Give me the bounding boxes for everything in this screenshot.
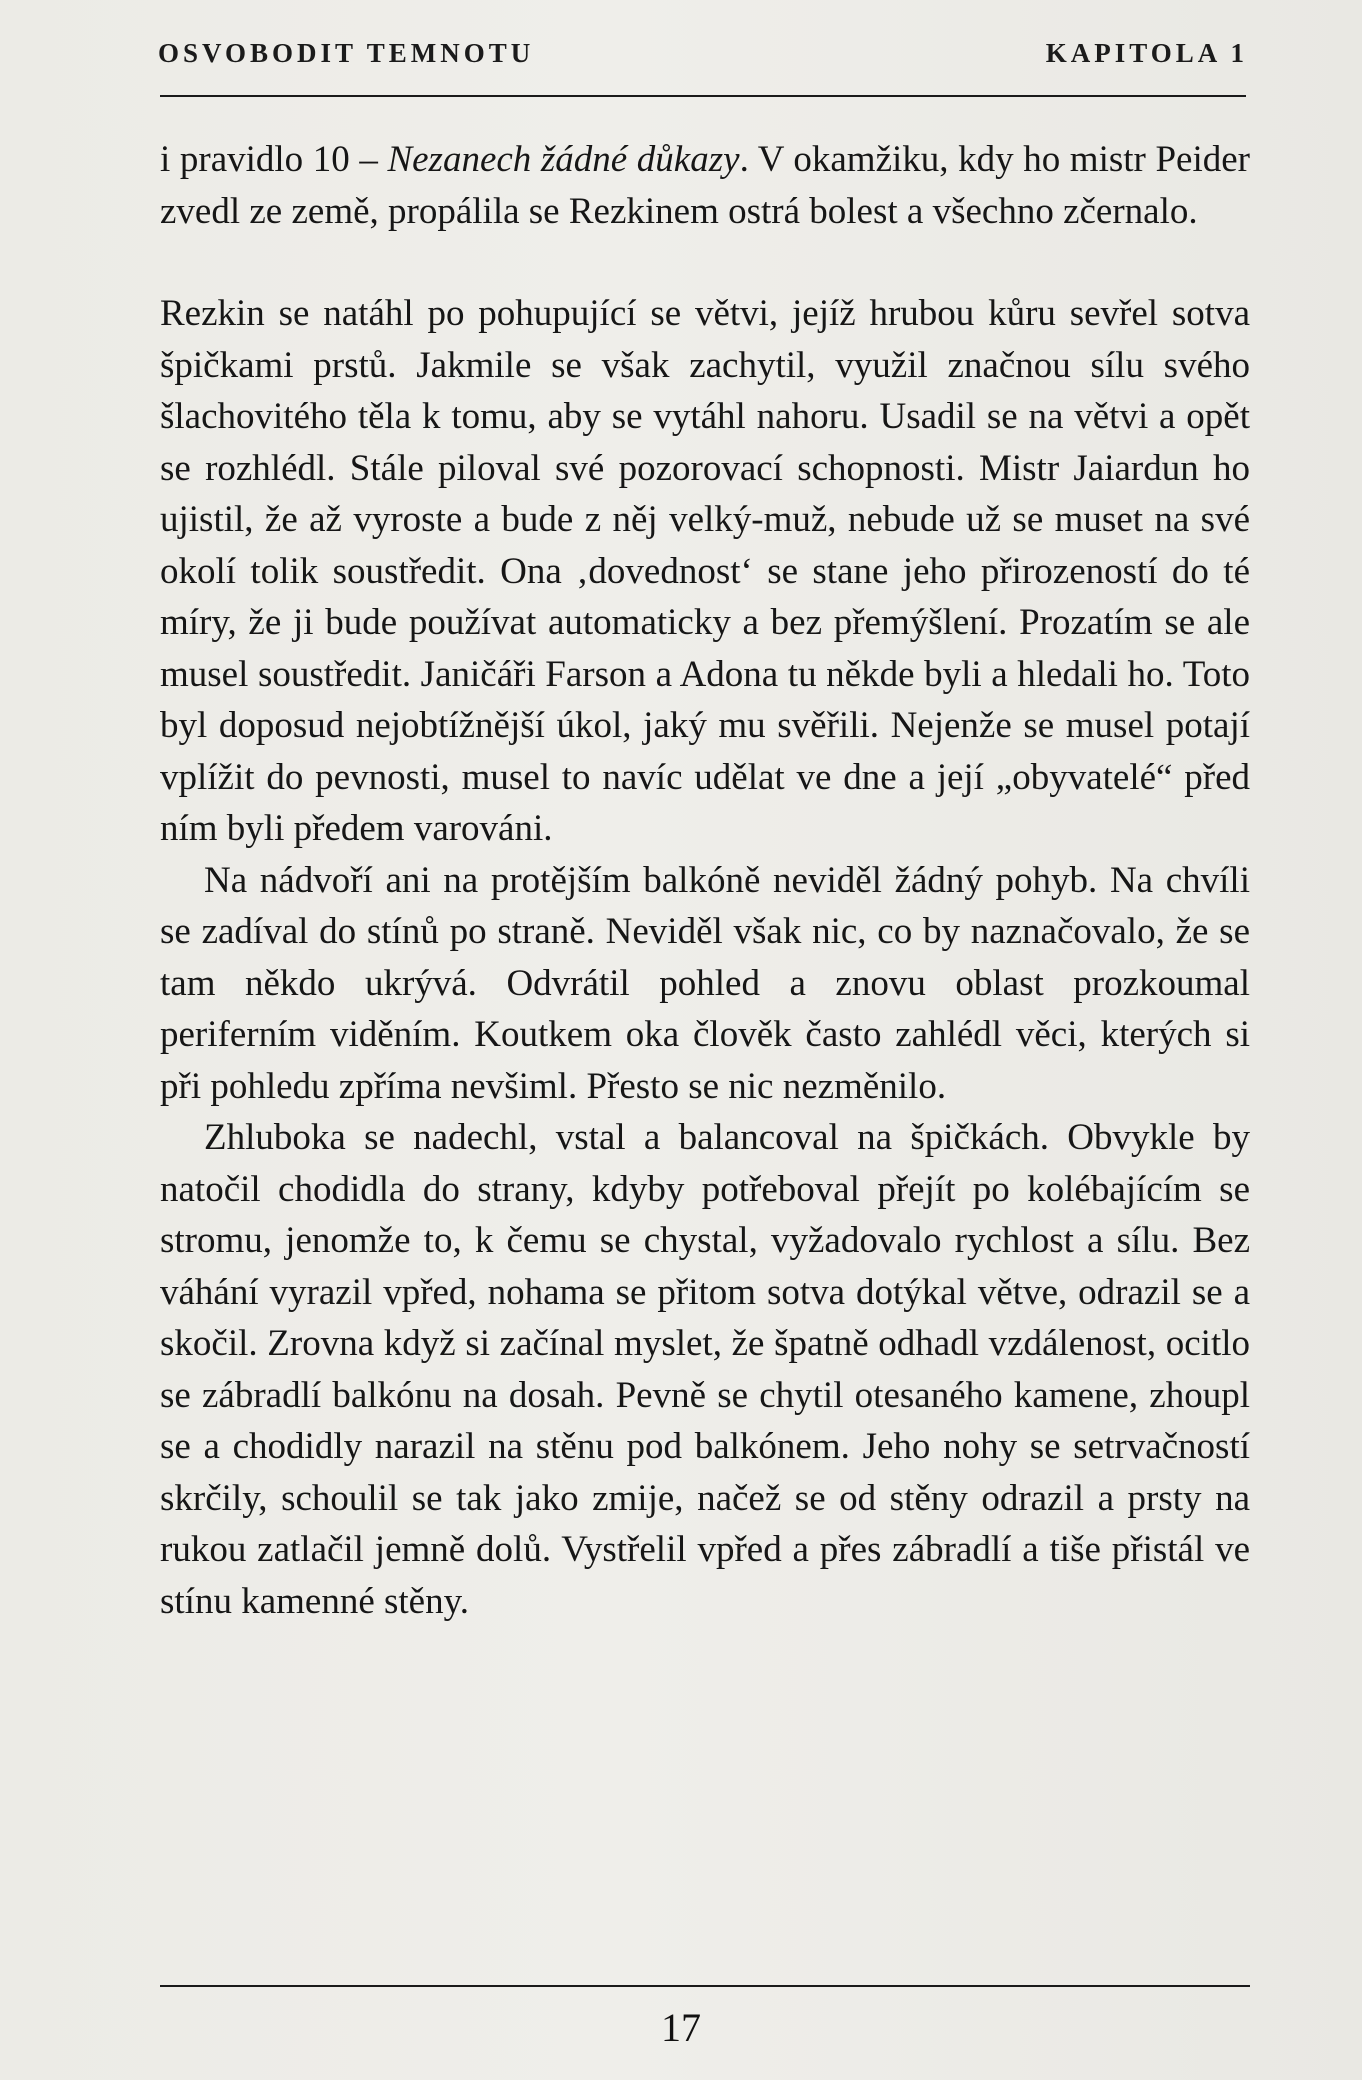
header-divider [160, 95, 1246, 97]
page-number: 17 [661, 2005, 701, 2050]
book-title: OSVOBODIT TEMNOTU [158, 38, 535, 68]
footer-divider [160, 1985, 1250, 1987]
paragraph-1-end: . V okamžiku, kdy ho mistr Peider zvedl ze země, propálila se Rezkinem ostrá bolest a všechno zčernalo. [160, 139, 1250, 232]
paragraph-3: Na nádvoří ani na protějším balkóně neviděl žádný pohyb. Na chvíli se zadíval do stínů po straně. Neviděl však nic, co by naznačovalo, že se tam někdo ukrývá. Odvrátil pohled a znovu oblast prozkoumal periferním viděním. Koutkem oka člověk často zahlédl věci, kterých si při pohledu zpříma nevšiml. Přesto se nic nezměnilo. [160, 859, 1250, 1107]
running-header [158, 38, 1248, 69]
chapter-label: KAPITOLA 1 [1045, 38, 1248, 68]
paragraph-2: Rezkin se natáhl po pohupující se větvi, jejíž hrubou kůru sevřel sotva špičkami prstů. Jakmile se však zachytil, využil značnou sílu svého šlachovitého těla k tomu, aby se vytáhl nahoru. Usadil se na větvi a opět se rozhlédl. Stále piloval své pozorovací schopnosti. Mistr Jaiardun ho ujistil, že až vyroste a bude z něj velký-muž, nebude už se muset na své okolí tolik soustředit. Ona ‚dovednost‘ se stane jeho přirozeností do té míry, že ji bude používat automaticky a bez přemýšlení. Prozatím se ale musel soustředit. Janičáři Farson a Adona tu někde byli a hledali ho. Toto byl doposud nejobtížnější úkol, jaký mu svěřili. Nejenže se musel potají vplížit do pevnosti, musel to navíc udělat ve dne a její „obyvatelé“ před ním byli předem varováni. [160, 293, 1250, 849]
paragraph-4: Zhluboka se nadechl, vstal a balancoval na špičkách. Obvykle by natočil chodidla do strany, kdyby potřeboval přejít po kolébajícím se stromu, jenomže to, k čemu se chystal, vyžadovalo rychlost a sílu. Bez váhání vyrazil vpřed, nohama se přitom sotva dotýkal větve, odrazil se a skočil. Zrovna když si začínal myslet, že špatně odhadl vzdálenost, ocitlo se zábradlí balkónu na dosah. Pevně se chytil otesaného kamene, zhoupl se a chodidly narazil na stěnu pod balkónem. Jeho nohy se setrvačností skrčily, schoulil se tak jako zmije, načež se od stěny odrazil a prsty na rukou zatlačil jemně dolů. Vystřelil vpřed a přes zábradlí a tiše přistál ve stínu kamenné stěny. [160, 1117, 1250, 1622]
paragraph-1-start: i pravidlo 10 – [160, 139, 388, 180]
body-text [160, 134, 1250, 1627]
paragraph-1 [160, 134, 1250, 237]
paragraph-1-italic: Nezanech žádné důkazy [387, 139, 740, 180]
